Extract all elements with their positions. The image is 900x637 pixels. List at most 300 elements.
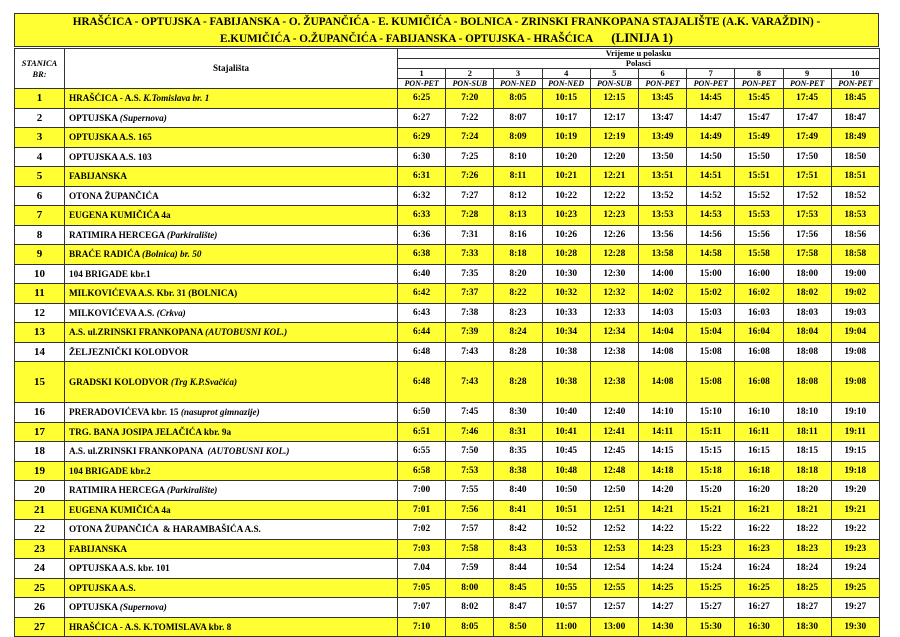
departure-time: 8:00 — [446, 578, 494, 598]
departure-time: 13:00 — [590, 617, 638, 637]
stop-name: EUGENA KUMIČIĆA 4a — [69, 504, 171, 515]
title-line-2 — [15, 30, 878, 47]
station-number: 2 — [15, 108, 65, 128]
stop-row — [15, 245, 880, 265]
stop-row — [15, 303, 880, 323]
departure-number: 1 — [398, 69, 446, 79]
departure-time: 15:27 — [687, 598, 735, 618]
departure-time: 14:04 — [638, 323, 686, 343]
departure-time: 14:45 — [687, 89, 735, 109]
stop-name: OPTUJSKA A.S. 165 — [69, 132, 152, 143]
departure-time: 8:10 — [494, 147, 542, 167]
stop-name: A.S. ul.ZRINSKI FRANKOPANA — [69, 446, 208, 457]
departure-time: 19:18 — [831, 461, 879, 481]
departure-time: 16:08 — [735, 362, 783, 403]
departure-time: 18:49 — [831, 128, 879, 148]
stop-name-cell — [65, 520, 398, 540]
station-number: 15 — [15, 362, 65, 403]
departure-time: 19:00 — [831, 264, 879, 284]
departure-time: 19:04 — [831, 323, 879, 343]
departure-time: 13:51 — [638, 167, 686, 187]
departure-time: 18:53 — [831, 206, 879, 226]
departure-time: 6:33 — [398, 206, 446, 226]
departure-time: 14:53 — [687, 206, 735, 226]
departure-time: 10:51 — [542, 500, 590, 520]
stop-name: MILKOVIĆEVA A.S. Kbr. 31 (BOLNICA) — [69, 288, 238, 299]
departure-time: 12:20 — [590, 147, 638, 167]
departure-time: 18:58 — [831, 245, 879, 265]
departure-time: 8:05 — [494, 89, 542, 109]
stop-name-cell — [65, 323, 398, 343]
departure-time: 10:55 — [542, 578, 590, 598]
departure-time: 15:24 — [687, 559, 735, 579]
departure-time: 16:18 — [735, 461, 783, 481]
station-number: 11 — [15, 284, 65, 304]
departure-time: 8:40 — [494, 481, 542, 501]
stop-name: OPTUJSKA — [69, 112, 120, 123]
departure-time: 7:00 — [398, 481, 446, 501]
departure-number: 3 — [494, 69, 542, 79]
departure-time: 16:04 — [735, 323, 783, 343]
departure-time: 17:52 — [783, 186, 831, 206]
departure-time: 10:40 — [542, 403, 590, 423]
stop-name-cell — [65, 89, 398, 109]
stop-name-cell — [65, 206, 398, 226]
departure-time: 14:21 — [638, 500, 686, 520]
stop-name-cell — [65, 284, 398, 304]
stop-name: OTONA ŽUPANČIĆA & HARAMBAŠIĆA A.S. — [69, 524, 261, 535]
departure-time: 15:22 — [687, 520, 735, 540]
departure-time: 14:49 — [687, 128, 735, 148]
departures-header: Polasci — [398, 59, 880, 69]
stop-row — [15, 186, 880, 206]
departure-time: 19:08 — [831, 342, 879, 362]
departure-time: 19:27 — [831, 598, 879, 618]
departure-time: 8:22 — [494, 284, 542, 304]
stop-name-cell — [65, 147, 398, 167]
stop-note: (Trg K.P.Svačića) — [170, 377, 238, 387]
departure-time: 10:20 — [542, 147, 590, 167]
stop-name: OPTUJSKA — [69, 602, 120, 613]
departure-time: 14:25 — [638, 578, 686, 598]
departure-time: 19:11 — [831, 422, 879, 442]
departure-number: 2 — [446, 69, 494, 79]
stop-row — [15, 128, 880, 148]
stop-name-cell — [65, 461, 398, 481]
station-number: 16 — [15, 403, 65, 423]
operating-days: PON-PET — [638, 79, 686, 89]
stop-row — [15, 89, 880, 109]
station-number: 4 — [15, 147, 65, 167]
departure-time: 6:44 — [398, 323, 446, 343]
stop-note: (Supernova) — [119, 112, 167, 123]
departure-time: 17:51 — [783, 167, 831, 187]
departure-time: 19:23 — [831, 539, 879, 559]
departure-time: 8:45 — [494, 578, 542, 598]
stop-note: (Bolnica) br. 50 — [142, 249, 202, 260]
departure-time: 8:41 — [494, 500, 542, 520]
stop-name: HRAŠĆICA - A.S. K.TOMISLAVA kbr. 8 — [69, 621, 232, 632]
departure-time: 15:45 — [735, 89, 783, 109]
stop-row — [15, 167, 880, 187]
departure-time: 10:45 — [542, 442, 590, 462]
departure-time: 10:38 — [542, 362, 590, 403]
departure-time: 8:31 — [494, 422, 542, 442]
stop-name: 104 BRIGADE kbr.1 — [69, 268, 151, 279]
stop-name-cell — [65, 264, 398, 284]
station-number: 10 — [15, 264, 65, 284]
stop-note: (AUTOBUSNI KOL.) — [205, 327, 288, 338]
operating-days: PON-NED — [542, 79, 590, 89]
timetable-header — [15, 49, 880, 89]
departure-time: 12:38 — [590, 342, 638, 362]
departure-time: 12:57 — [590, 598, 638, 618]
departure-time: 17:50 — [783, 147, 831, 167]
departure-time: 16:00 — [735, 264, 783, 284]
departure-time: 6:50 — [398, 403, 446, 423]
departure-time: 15:18 — [687, 461, 735, 481]
stop-row — [15, 342, 880, 362]
stop-row — [15, 461, 880, 481]
departure-time: 12:30 — [590, 264, 638, 284]
departure-time: 15:04 — [687, 323, 735, 343]
stops-header: Stajališta — [65, 49, 398, 89]
stop-note: (Supernova) — [119, 602, 167, 613]
station-label-br: BR: — [32, 69, 47, 79]
departure-time: 7:43 — [446, 342, 494, 362]
stop-row — [15, 520, 880, 540]
departure-time: 12:32 — [590, 284, 638, 304]
departure-time: 8:09 — [494, 128, 542, 148]
departure-time: 7:20 — [446, 89, 494, 109]
departure-time: 7:53 — [446, 461, 494, 481]
departure-time: 7:26 — [446, 167, 494, 187]
stop-name-cell — [65, 539, 398, 559]
departure-time: 7:27 — [446, 186, 494, 206]
departure-number: 10 — [831, 69, 879, 79]
departure-time: 18:30 — [783, 617, 831, 637]
departure-time: 12:48 — [590, 461, 638, 481]
station-number: 8 — [15, 225, 65, 245]
station-number: 13 — [15, 323, 65, 343]
departure-time: 8:05 — [446, 617, 494, 637]
departure-time: 7:37 — [446, 284, 494, 304]
departure-time: 8:30 — [494, 403, 542, 423]
departure-time: 19:03 — [831, 303, 879, 323]
departure-time: 6:27 — [398, 108, 446, 128]
operating-days: PON-SUB — [590, 79, 638, 89]
stop-row — [15, 559, 880, 579]
departure-time: 18:18 — [783, 461, 831, 481]
stop-name-cell — [65, 617, 398, 637]
stop-row — [15, 362, 880, 403]
departure-time: 15:10 — [687, 403, 735, 423]
station-number: 22 — [15, 520, 65, 540]
stop-row — [15, 617, 880, 637]
departure-time: 12:54 — [590, 559, 638, 579]
departure-time: 7:01 — [398, 500, 446, 520]
station-number: 25 — [15, 578, 65, 598]
stop-name: FABIJANSKA — [69, 171, 128, 182]
stop-name: OPTUJSKA A.S. — [69, 582, 136, 593]
departure-time: 10:41 — [542, 422, 590, 442]
station-number: 6 — [15, 186, 65, 206]
departure-time: 13:53 — [638, 206, 686, 226]
stop-row — [15, 422, 880, 442]
departure-time: 8:24 — [494, 323, 542, 343]
stop-row — [15, 481, 880, 501]
departure-number: 8 — [735, 69, 783, 79]
departure-time: 18:08 — [783, 342, 831, 362]
stop-name: GRADSKI KOLODVOR — [69, 377, 171, 387]
departure-time: 7:10 — [398, 617, 446, 637]
departure-time: 10:32 — [542, 284, 590, 304]
operating-days: PON-PET — [783, 79, 831, 89]
departure-time: 19:02 — [831, 284, 879, 304]
departure-time: 18:51 — [831, 167, 879, 187]
stop-row — [15, 403, 880, 423]
stop-note: (Crkva) — [156, 307, 186, 318]
departure-time: 10:26 — [542, 225, 590, 245]
departure-time: 14:51 — [687, 167, 735, 187]
departure-time: 18:45 — [831, 89, 879, 109]
departure-time: 18:50 — [831, 147, 879, 167]
departure-time: 7:39 — [446, 323, 494, 343]
departure-time: 15:50 — [735, 147, 783, 167]
departure-time: 7:43 — [446, 362, 494, 403]
departure-time: 12:28 — [590, 245, 638, 265]
departure-time: 6:51 — [398, 422, 446, 442]
departure-time: 17:49 — [783, 128, 831, 148]
stop-name: OPTUJSKA A.S. kbr. 101 — [69, 563, 170, 574]
departure-time: 12:23 — [590, 206, 638, 226]
departure-time: 18:47 — [831, 108, 879, 128]
stop-row — [15, 206, 880, 226]
stop-note: (Parkiralište) — [166, 485, 218, 496]
departure-time: 6:29 — [398, 128, 446, 148]
departure-time: 10:53 — [542, 539, 590, 559]
stop-name: 104 BRIGADE kbr.2 — [69, 465, 151, 476]
departure-time: 14:11 — [638, 422, 686, 442]
title-line-1: HRAŠĆICA - OPTUJSKA - FABIJANSKA - O. ŽUPANČIĆA - E. KUMIČIĆA - BOLNICA - ZRINSKI FRANKOPANA STAJALIŠTE (A.K. VARAŽDIN) - — [72, 16, 821, 28]
departure-time: 18:21 — [783, 500, 831, 520]
departure-time: 6:42 — [398, 284, 446, 304]
departure-time: 6:38 — [398, 245, 446, 265]
departure-time: 15:25 — [687, 578, 735, 598]
departure-time: 15:53 — [735, 206, 783, 226]
departure-time: 14:24 — [638, 559, 686, 579]
departure-time: 12:51 — [590, 500, 638, 520]
stop-name: A.S. ul.ZRINSKI FRANKOPANA — [69, 327, 206, 338]
departure-time: 15:56 — [735, 225, 783, 245]
stop-name-cell — [65, 598, 398, 618]
timetable — [14, 48, 880, 637]
station-label: STANICA — [21, 58, 58, 68]
stop-name-cell — [65, 342, 398, 362]
departure-time: 6:25 — [398, 89, 446, 109]
departure-time: 18:08 — [783, 362, 831, 403]
departure-time: 6:40 — [398, 264, 446, 284]
departure-time: 8:23 — [494, 303, 542, 323]
departure-time: 13:47 — [638, 108, 686, 128]
stop-name-cell — [65, 403, 398, 423]
time-header: Vrijeme u polasku — [398, 49, 880, 59]
departure-time: 10:52 — [542, 520, 590, 540]
departure-time: 12:53 — [590, 539, 638, 559]
station-number: 17 — [15, 422, 65, 442]
departure-time: 8:18 — [494, 245, 542, 265]
departure-time: 7:25 — [446, 147, 494, 167]
departure-time: 14:08 — [638, 362, 686, 403]
stop-name: MILKOVIĆEVA A.S. — [69, 307, 157, 318]
station-number: 21 — [15, 500, 65, 520]
departure-time: 13:49 — [638, 128, 686, 148]
departure-time: 7:03 — [398, 539, 446, 559]
departure-time: 8:02 — [446, 598, 494, 618]
stop-name-cell — [65, 186, 398, 206]
stop-name-cell — [65, 500, 398, 520]
departure-time: 19:24 — [831, 559, 879, 579]
stop-row — [15, 598, 880, 618]
stop-name: HRAŠĆICA - A.S. — [69, 93, 144, 104]
station-number: 18 — [15, 442, 65, 462]
departure-time: 12:40 — [590, 403, 638, 423]
departure-number: 4 — [542, 69, 590, 79]
departure-time: 16:23 — [735, 539, 783, 559]
departure-time: 15:08 — [687, 342, 735, 362]
departure-time: 7:31 — [446, 225, 494, 245]
departure-time: 14:22 — [638, 520, 686, 540]
departure-time: 15:51 — [735, 167, 783, 187]
departure-time: 12:22 — [590, 186, 638, 206]
stop-name-cell — [65, 225, 398, 245]
departure-time: 19:25 — [831, 578, 879, 598]
departure-time: 7:02 — [398, 520, 446, 540]
departure-time: 12:19 — [590, 128, 638, 148]
operating-days: PON-NED — [494, 79, 542, 89]
departure-time: 14:03 — [638, 303, 686, 323]
stop-note: (nasuprot gimnazije) — [180, 407, 260, 418]
stop-name-cell — [65, 422, 398, 442]
departure-time: 13:56 — [638, 225, 686, 245]
operating-days: PON-PET — [831, 79, 879, 89]
stop-row — [15, 147, 880, 167]
departure-time: 18:15 — [783, 442, 831, 462]
stop-row — [15, 539, 880, 559]
departure-time: 7:55 — [446, 481, 494, 501]
stop-row — [15, 264, 880, 284]
departure-time: 18:27 — [783, 598, 831, 618]
departure-time: 10:54 — [542, 559, 590, 579]
station-number: 19 — [15, 461, 65, 481]
departure-time: 8:07 — [494, 108, 542, 128]
departure-time: 10:15 — [542, 89, 590, 109]
departure-time: 10:23 — [542, 206, 590, 226]
departure-time: 8:50 — [494, 617, 542, 637]
operating-days: PON-PET — [398, 79, 446, 89]
departure-time: 13:52 — [638, 186, 686, 206]
timetable-body — [15, 89, 880, 637]
stop-row — [15, 442, 880, 462]
departure-time: 6:32 — [398, 186, 446, 206]
departure-number: 6 — [638, 69, 686, 79]
departure-time: 8:42 — [494, 520, 542, 540]
departure-time: 8:47 — [494, 598, 542, 618]
stop-row — [15, 108, 880, 128]
departure-time: 18:56 — [831, 225, 879, 245]
departure-time: 18:52 — [831, 186, 879, 206]
stop-name: FABIJANSKA — [69, 543, 128, 554]
departure-time: 15:11 — [687, 422, 735, 442]
departure-time: 10:17 — [542, 108, 590, 128]
stop-name-cell — [65, 303, 398, 323]
station-number: 5 — [15, 167, 65, 187]
departure-number: 5 — [590, 69, 638, 79]
stop-note: K.Tomislava br. 1 — [143, 93, 210, 104]
departure-time: 14:27 — [638, 598, 686, 618]
departure-time: 15:15 — [687, 442, 735, 462]
departure-time: 10:21 — [542, 167, 590, 187]
departure-time: 17:53 — [783, 206, 831, 226]
stop-name: TRG. BANA JOSIPA JELAČIĆA kbr. 9a — [69, 426, 232, 437]
departure-time: 8:35 — [494, 442, 542, 462]
departure-time: 7:46 — [446, 422, 494, 442]
stop-row — [15, 225, 880, 245]
departure-time: 10:57 — [542, 598, 590, 618]
departure-time: 8:11 — [494, 167, 542, 187]
departure-time: 10:28 — [542, 245, 590, 265]
departure-time: 19:10 — [831, 403, 879, 423]
departure-time: 18:23 — [783, 539, 831, 559]
departure-time: 15:47 — [735, 108, 783, 128]
operating-days: PON-SUB — [446, 79, 494, 89]
stop-name-cell — [65, 362, 398, 403]
departure-time: 6:31 — [398, 167, 446, 187]
departure-time: 7.04 — [398, 559, 446, 579]
departure-time: 19:20 — [831, 481, 879, 501]
departure-time: 13:58 — [638, 245, 686, 265]
departure-time: 7:33 — [446, 245, 494, 265]
departure-time: 16:10 — [735, 403, 783, 423]
departure-time: 15:00 — [687, 264, 735, 284]
departure-time: 6:48 — [398, 342, 446, 362]
departure-time: 19:08 — [831, 362, 879, 403]
departure-time: 15:03 — [687, 303, 735, 323]
departure-time: 14:52 — [687, 186, 735, 206]
stop-name-cell — [65, 481, 398, 501]
departure-time: 6:58 — [398, 461, 446, 481]
departure-time: 15:21 — [687, 500, 735, 520]
stop-name-cell — [65, 108, 398, 128]
departure-time: 16:15 — [735, 442, 783, 462]
departure-time: 10:30 — [542, 264, 590, 284]
departure-time: 8:43 — [494, 539, 542, 559]
departure-time: 8:12 — [494, 186, 542, 206]
station-number: 12 — [15, 303, 65, 323]
departure-time: 8:28 — [494, 342, 542, 362]
station-number: 1 — [15, 89, 65, 109]
departure-time: 16:27 — [735, 598, 783, 618]
departure-time: 12:15 — [590, 89, 638, 109]
title-line-2-text: E.KUMIČIĆA - O.ŽUPANČIĆA - FABIJANSKA - OPTUJSKA - HRAŠĆICA — [220, 33, 594, 45]
departure-time: 7:50 — [446, 442, 494, 462]
station-number: 20 — [15, 481, 65, 501]
departure-time: 7:56 — [446, 500, 494, 520]
departure-time: 12:55 — [590, 578, 638, 598]
departure-time: 18:20 — [783, 481, 831, 501]
departure-time: 12:17 — [590, 108, 638, 128]
departure-time: 18:02 — [783, 284, 831, 304]
